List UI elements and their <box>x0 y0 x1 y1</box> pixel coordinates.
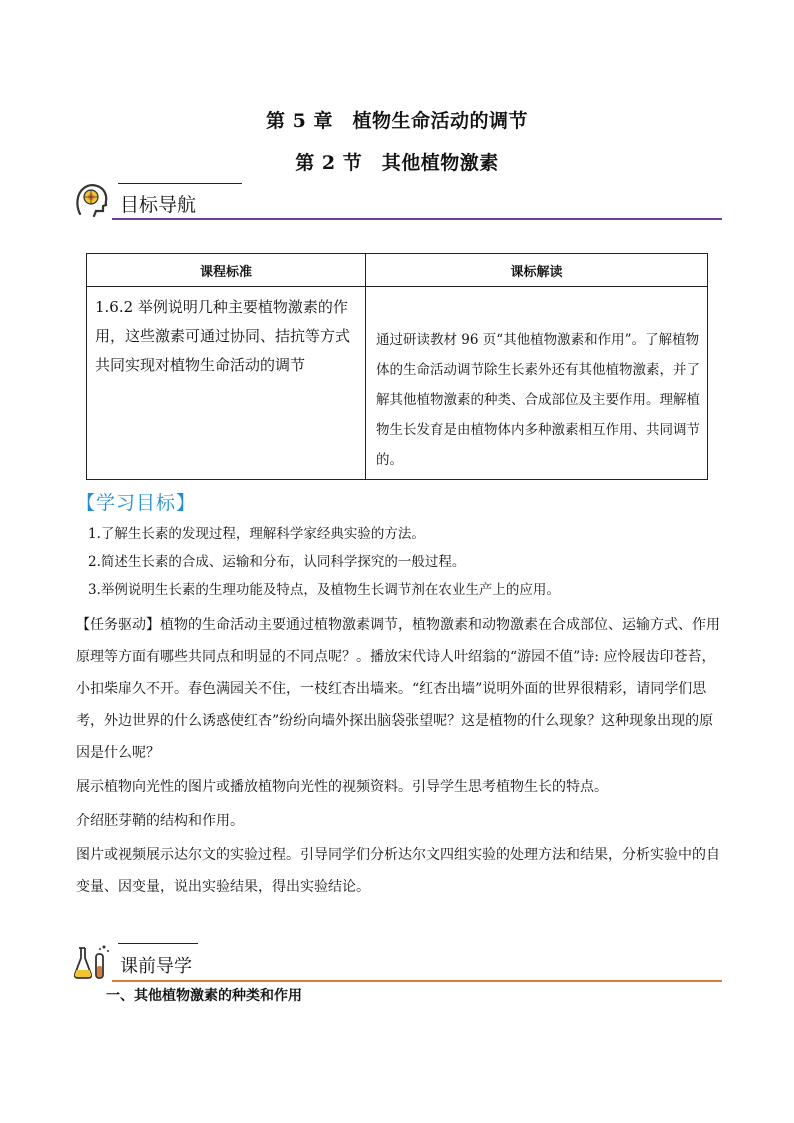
table-row <box>87 287 708 480</box>
table-header-standard: 课程标准 <box>87 254 366 287</box>
body-paragraph: 展示植物向光性的图片或播放植物向光性的视频资料。引导学生思考植物生长的特点。 <box>76 779 608 795</box>
brain-head-icon <box>72 180 112 220</box>
section-label: 目标导航 <box>120 194 197 216</box>
interpretation-cell: 通过研读教材 96 页“其他植物激素和作用”。了解植物体的生命活动调节除生长素外还有其他植物激素，并了解其他植物激素的种类、合成部位及主要作用。理解植物生长发育是由植物体内多种激素相互作用、共同调节的。 <box>366 287 708 480</box>
list-item: 1.了解生长素的发现过程，理解科学家经典实验的方法。 <box>88 526 425 542</box>
list-item: 3.举例说明生长素的生理功能及特点，及植物生长调节剂在农业生产上的应用。 <box>88 582 560 598</box>
task-paragraph: 【任务驱动】植物的生命活动主要通过植物激素调节，植物激素和动物激素在合成部位、运输方式、作用原理等方面有哪些共同点和明显的不同点呢？。播放宋代诗人叶绍翁的“游园不值”诗: 应怜屐齿印苍苔，小扣柴扉久不开。春色满园关不住，一枝红杏出墙来。“红杏出墙”说明外面的世界很精彩，请同学们思考，外边世界的什么诱惑使红杏”纷纷向墙外探出脑袋张望呢？这是植物的什么现象？这种现象出现的原因是什么呢？ <box>76 617 720 761</box>
section-title: 第 2 节 其他植物激素 <box>295 152 499 174</box>
header-top-rule <box>118 943 198 944</box>
header-bottom-rule <box>112 980 722 982</box>
section-label: 课前导学 <box>120 956 192 977</box>
goal-navigation-header <box>72 180 722 222</box>
table-header-row <box>87 254 708 287</box>
table-header-interpretation: 课标解读 <box>366 254 708 287</box>
learning-goals-heading: 【学习目标】 <box>76 492 197 514</box>
body-text <box>76 609 722 905</box>
flask-icon <box>72 942 112 982</box>
header-top-rule <box>118 183 242 184</box>
body-paragraph: 图片或视频展示达尔文的实验过程。引导同学们分析达尔文四组实验的处理方法和结果，分析实验中的自变量、因变量，说出实验结果，得出实验结论。 <box>76 847 720 895</box>
standard-cell: 1.6.2 举例说明几种主要植物激素的作用，这些激素可通过协同、拮抗等方式共同实现对植物生命活动的调节 <box>87 287 366 480</box>
learning-goals-list <box>88 520 728 604</box>
list-item: 2.简述生长素的合成、运输和分布，认同科学探究的一般过程。 <box>88 554 466 570</box>
curriculum-standards-table <box>86 253 708 480</box>
chapter-title: 第 5 章 植物生命活动的调节 <box>266 110 528 132</box>
subsection-heading: 一、其他植物激素的种类和作用 <box>106 988 302 1004</box>
pre-class-guide-header <box>72 938 722 984</box>
body-paragraph: 介绍胚芽鞘的结构和作用。 <box>76 813 244 829</box>
header-bottom-rule <box>112 218 722 220</box>
